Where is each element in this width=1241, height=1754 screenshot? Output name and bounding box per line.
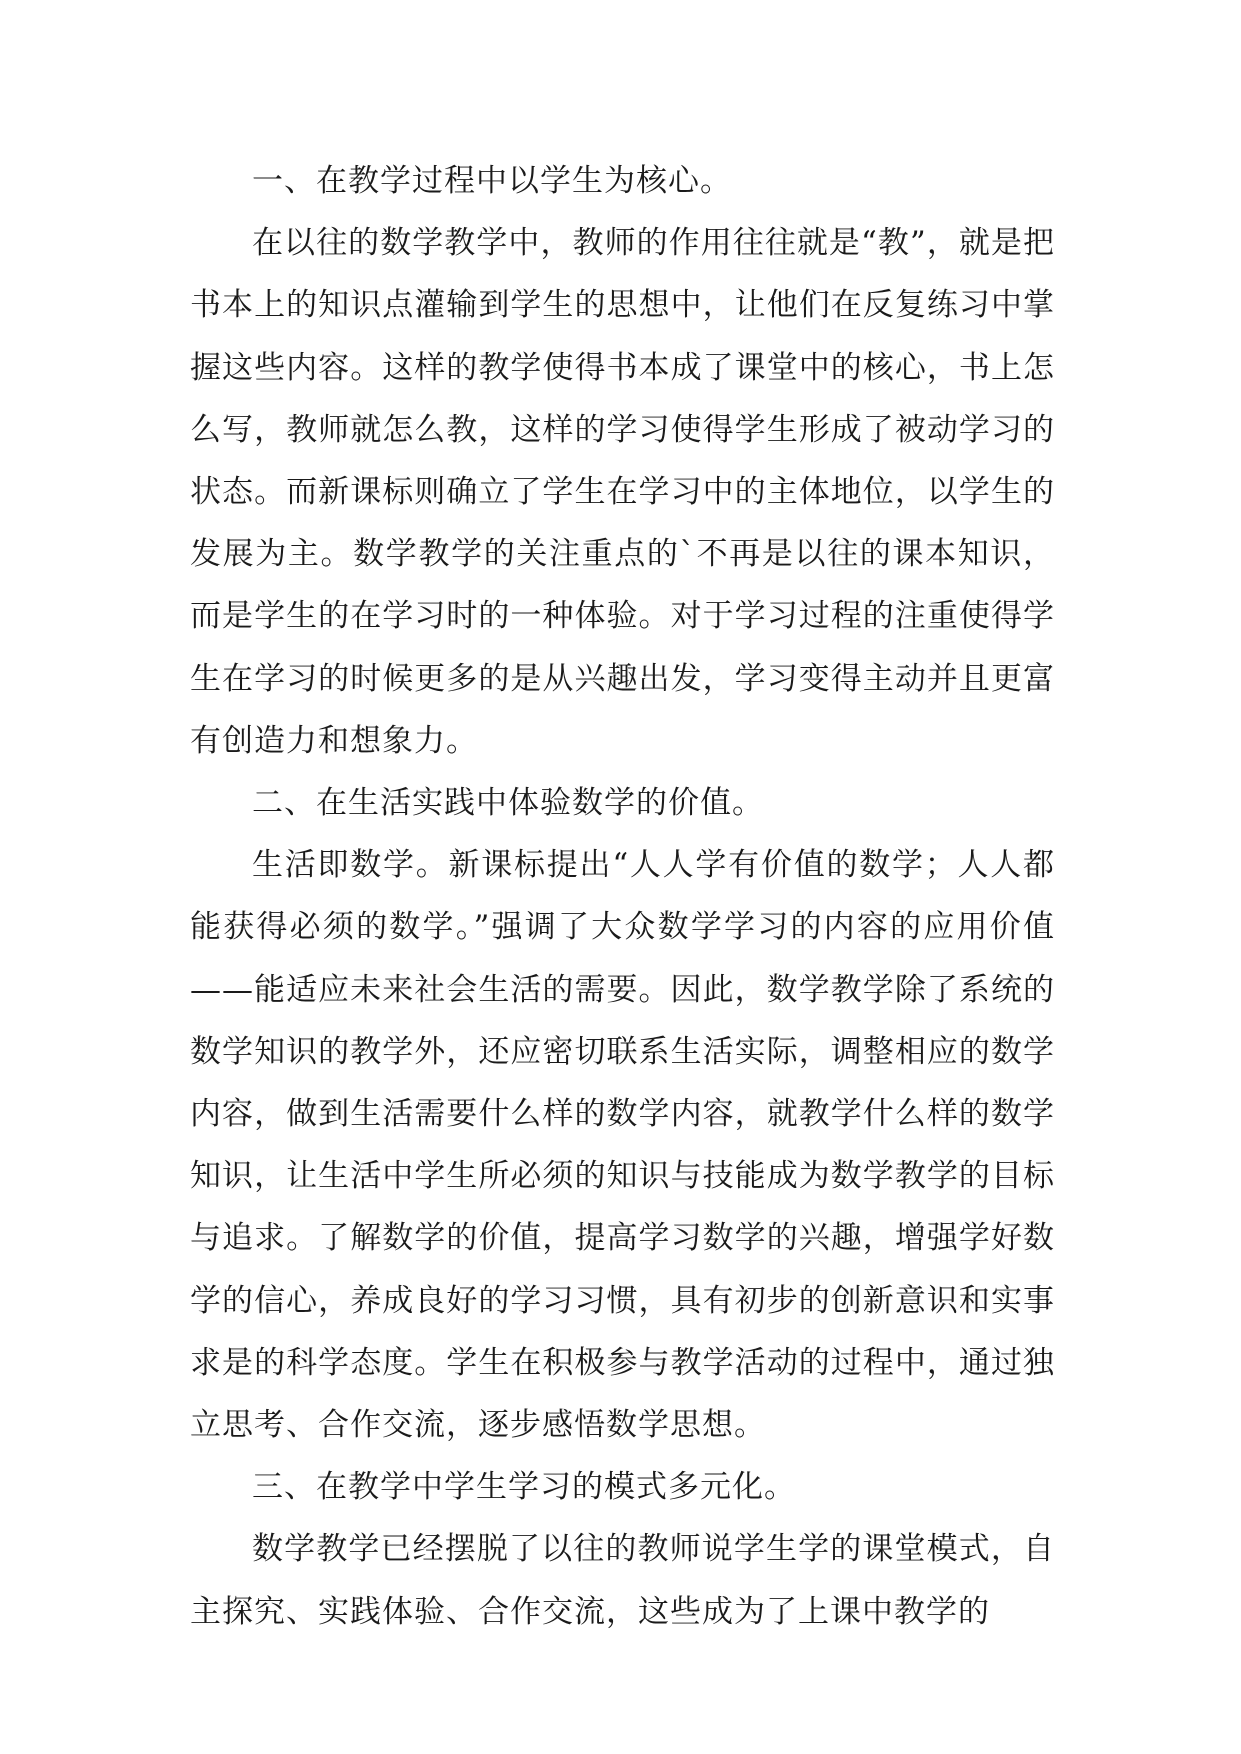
paragraph-section-1: 在以往的数学教学中，教师的作用往往就是“教”，就是把书本上的知识点灌输到学生的思想中，让他们在反复练习中掌握这些内容。这样的教学使得书本成了课堂中的核心，书上怎么写，教师就怎么教，这样的学习使得学生形成了被动学习的状态。而新课标则确立了学生在学习中的主体地位，以学生的发展为主。数学教学的关注重点的`不再是以往的课本知识，而是学生的在学习时的一种体验。对于学习过程的注重使得学生在学习的时候更多的是从兴趣出发，学习变得主动并且更富有创造力和想象力。: [190, 225, 1055, 759]
paragraph-section-3: 数学教学已经摆脱了以往的教师说学生学的课堂模式，自主探究、实践体验、合作交流，这些成为了上课中教学的: [190, 1531, 1055, 1630]
heading-section-2: 二、在生活实践中体验数学的价值。: [252, 785, 764, 822]
paragraph-section-2: 生活即数学。新课标提出“人人学有价值的数学；人人都能获得必须的数学。”强调了大众数学学习的内容的应用价值——能适应未来社会生活的需要。因此，数学教学除了系统的数学知识的教学外，还应密切联系生活实际，调整相应的数学内容，做到生活需要什么样的数学内容，就教学什么样的数学知识，让生活中学生所必须的知识与技能成为数学教学的目标与追求。了解数学的价值，提高学习数学的兴趣，增强学好数学的信心，养成良好的学习习惯，具有初步的创新意识和实事求是的科学态度。学生在积极参与教学活动的过程中，通过独立思考、合作交流，逐步感悟数学思想。: [190, 847, 1055, 1444]
document-body: [190, 150, 1055, 1643]
heading-section-3: 三、在教学中学生学习的模式多元化。: [252, 1469, 796, 1506]
heading-section-1: 一、在教学过程中以学生为核心。: [252, 163, 732, 199]
